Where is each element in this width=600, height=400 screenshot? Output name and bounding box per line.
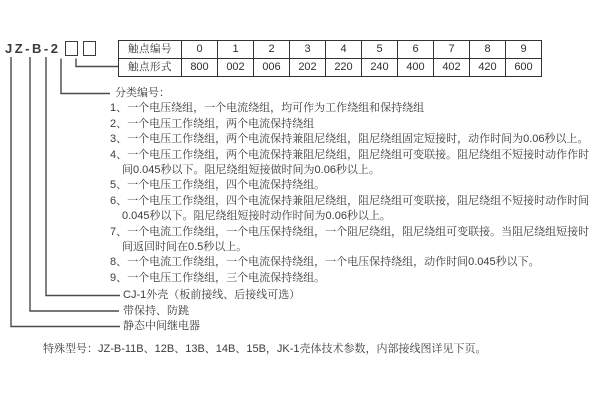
table-cell: 8	[470, 41, 506, 59]
table-cell: 2	[254, 41, 290, 59]
table-cell: 5	[362, 41, 398, 59]
line-box1-to-classification	[61, 59, 110, 94]
model-code-text: JZ-B-2	[5, 41, 61, 56]
classification-item-9: 9、一个电压工作绕组，三个电流保持绕组。	[110, 271, 326, 284]
classification-item-4-cont: 间0.045秒以下。阻尼绕组短接做时间为0.06秒以上。	[122, 163, 380, 176]
model-code	[5, 41, 96, 56]
relay-type-label: 静态中间继电器	[123, 320, 200, 332]
model-placeholder-box-1	[65, 41, 78, 56]
classification-item-6-cont: 0.045秒以下。阻尼绕组短接时动作时间为0.06秒以上。	[122, 210, 391, 223]
model-placeholder-box-2	[83, 41, 96, 56]
table-cell: 400	[398, 59, 434, 77]
classification-item-3: 3、一个电压工作绕组，两个电流保持兼阻尼绕组，阻尼绕组固定短接时，动作时间为0.06秒以上。	[110, 133, 589, 146]
contact-table	[118, 40, 542, 77]
line-jz-to-relay-label	[11, 57, 120, 327]
table-cell: 7	[434, 41, 470, 59]
special-models-footnote: 特殊型号：JZ-B-11B、12B、13B、14B、15B，JK-1壳体技术参数，内部接线图详见下页。	[43, 343, 487, 355]
line-b-to-hold-label	[30, 57, 119, 311]
contact-number-header: 触点编号	[119, 41, 182, 59]
table-cell: 202	[290, 59, 326, 77]
table-cell: 600	[506, 59, 542, 77]
line-box2-to-table	[76, 59, 119, 67]
table-cell: 002	[218, 59, 254, 77]
classification-item-7-cont: 间返回时间在0.5秒以上。	[122, 240, 248, 253]
contact-form-header: 触点形式	[119, 59, 182, 77]
table-cell: 220	[326, 59, 362, 77]
table-cell: 3	[290, 41, 326, 59]
classification-item-1: 1、一个电压绕组，一个电流绕组，均可作为工作绕组和保持绕组	[110, 102, 425, 115]
line-2-to-shell-label	[46, 57, 120, 296]
classification-item-2: 2、一个电压工作绕组，两个电流保持绕组	[110, 117, 315, 130]
shell-label: CJ-1外壳（板前接线、后接线可选）	[123, 289, 301, 301]
classification-item-7: 7、一个电流工作绕组，一个电压保持绕组，一个阻尼绕组，阻尼绕组可变联接。当阻尼绕组短接时	[110, 225, 590, 238]
table-cell: 006	[254, 59, 290, 77]
table-cell: 0	[182, 41, 218, 59]
hold-antipump-label: 带保持、防跳	[123, 304, 189, 317]
classification-item-8: 8、一个电流工作绕组，一个电流保持绕组，一个电压保持绕组，动作时间0.045秒以下。	[110, 256, 540, 269]
classification-item-5: 5、一个电压工作绕组，四个电流保持绕组。	[110, 179, 326, 192]
table-cell: 1	[218, 41, 254, 59]
classification-item-4: 4、一个电压工作绕组，两个电流保持兼阻尼绕组，阻尼绕组可变联接。阻尼绕组不短接时动作作时	[110, 148, 590, 161]
classification-heading: 分类编号：	[115, 87, 170, 99]
classification-item-6: 6、一个电压工作绕组，四个电流保持兼阻尼绕组，阻尼绕组可变联接，阻尼绕组不短接时动作时间	[110, 194, 590, 207]
table-cell: 4	[326, 41, 362, 59]
contact-number-row	[119, 41, 542, 59]
table-cell: 9	[506, 41, 542, 59]
table-cell: 800	[182, 59, 218, 77]
table-cell: 402	[434, 59, 470, 77]
classification-list	[110, 86, 598, 286]
table-cell: 420	[470, 59, 506, 77]
table-cell: 240	[362, 59, 398, 77]
contact-form-row	[119, 59, 542, 77]
table-cell: 6	[398, 41, 434, 59]
